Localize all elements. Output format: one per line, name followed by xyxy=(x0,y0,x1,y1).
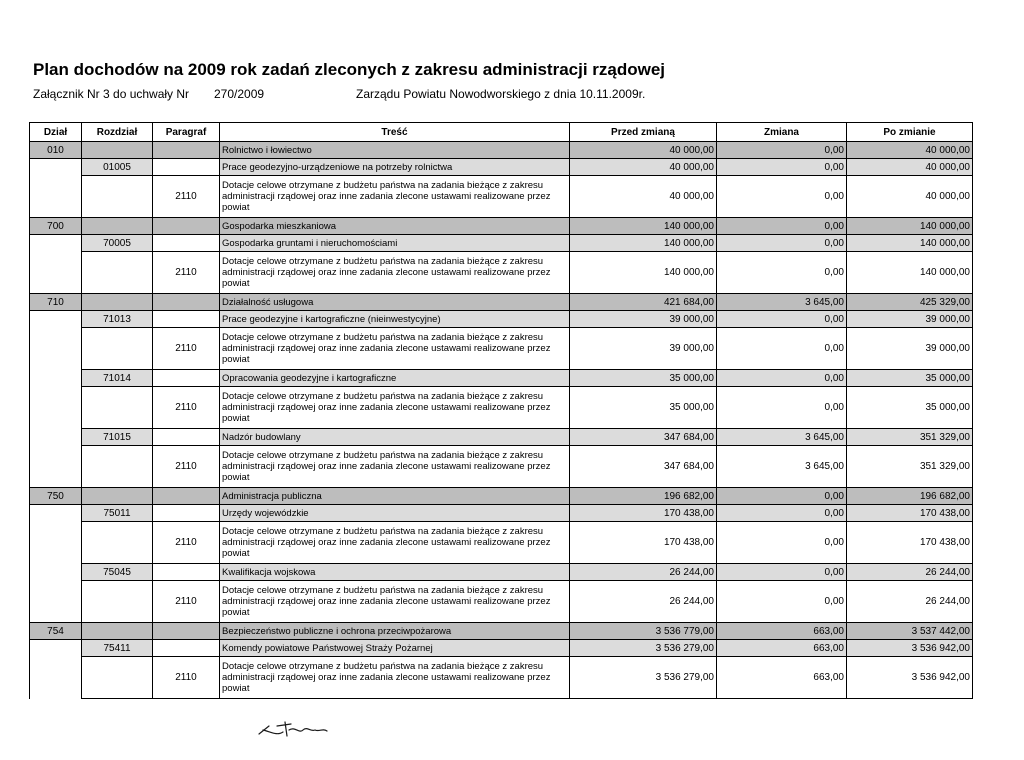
cell-paragraf: 2110 xyxy=(153,252,220,294)
cell-po-zmianie: 196 682,00 xyxy=(847,488,973,505)
cell-przed-zmiana: 26 244,00 xyxy=(570,564,717,581)
cell-tresc: Dotacje celowe otrzymane z budżetu państwa na zadania bieżące z zakresu administracji rządowej oraz inne zadania zlecone ustawami realizowane przez powiat xyxy=(220,328,570,370)
cell-paragraf xyxy=(153,370,220,387)
cell-po-zmianie: 3 536 942,00 xyxy=(847,640,973,657)
cell-rozdzial: 75045 xyxy=(82,564,153,581)
cell-po-zmianie: 351 329,00 xyxy=(847,429,973,446)
section-row xyxy=(30,488,973,505)
cell-paragraf xyxy=(153,311,220,328)
cell-zmiana: 0,00 xyxy=(717,252,847,294)
cell-zmiana: 0,00 xyxy=(717,581,847,623)
cell-zmiana: 3 645,00 xyxy=(717,446,847,488)
header-tresc: Treść xyxy=(220,123,570,142)
cell-dzial: 700 xyxy=(30,218,82,235)
cell-przed-zmiana: 35 000,00 xyxy=(570,387,717,429)
cell-po-zmianie: 35 000,00 xyxy=(847,370,973,387)
cell-rozdzial xyxy=(82,387,153,429)
cell-rozdzial xyxy=(82,446,153,488)
cell-przed-zmiana: 347 684,00 xyxy=(570,429,717,446)
cell-przed-zmiana: 170 438,00 xyxy=(570,522,717,564)
cell-przed-zmiana: 26 244,00 xyxy=(570,581,717,623)
cell-dzial xyxy=(30,446,82,488)
cell-po-zmianie: 40 000,00 xyxy=(847,159,973,176)
cell-dzial xyxy=(30,657,82,699)
cell-dzial xyxy=(30,252,82,294)
cell-zmiana: 663,00 xyxy=(717,623,847,640)
cell-zmiana: 0,00 xyxy=(717,522,847,564)
cell-tresc: Dotacje celowe otrzymane z budżetu państwa na zadania bieżące z zakresu administracji rządowej oraz inne zadania zlecone ustawami realizowane przez powiat xyxy=(220,446,570,488)
cell-dzial xyxy=(30,235,82,252)
cell-dzial: 710 xyxy=(30,294,82,311)
cell-zmiana: 0,00 xyxy=(717,387,847,429)
cell-rozdzial: 75411 xyxy=(82,640,153,657)
cell-po-zmianie: 170 438,00 xyxy=(847,505,973,522)
header-po-zmianie: Po zmianie xyxy=(847,123,973,142)
cell-rozdzial xyxy=(82,252,153,294)
cell-dzial: 750 xyxy=(30,488,82,505)
cell-tresc: Gospodarka mieszkaniowa xyxy=(220,218,570,235)
cell-paragraf xyxy=(153,623,220,640)
header-paragraf: Paragraf xyxy=(153,123,220,142)
cell-dzial xyxy=(30,522,82,564)
cell-rozdzial: 71013 xyxy=(82,311,153,328)
header-przed-zmiana: Przed zmianą xyxy=(570,123,717,142)
section-row xyxy=(30,294,973,311)
cell-po-zmianie: 425 329,00 xyxy=(847,294,973,311)
section-row xyxy=(30,623,973,640)
cell-tresc: Urzędy wojewódzkie xyxy=(220,505,570,522)
cell-zmiana: 0,00 xyxy=(717,564,847,581)
cell-paragraf xyxy=(153,505,220,522)
cell-tresc: Administracja publiczna xyxy=(220,488,570,505)
subsection-row xyxy=(30,235,973,252)
cell-tresc: Bezpieczeństwo publiczne i ochrona przeciwpożarowa xyxy=(220,623,570,640)
cell-rozdzial xyxy=(82,522,153,564)
section-row xyxy=(30,218,973,235)
cell-przed-zmiana: 421 684,00 xyxy=(570,294,717,311)
cell-po-zmianie: 3 537 442,00 xyxy=(847,623,973,640)
cell-tresc: Prace geodezyjno-urządzeniowe na potrzeby rolnictwa xyxy=(220,159,570,176)
cell-zmiana: 3 645,00 xyxy=(717,294,847,311)
header-zmiana: Zmiana xyxy=(717,123,847,142)
cell-po-zmianie: 39 000,00 xyxy=(847,328,973,370)
cell-paragraf xyxy=(153,159,220,176)
cell-tresc: Opracowania geodezyjne i kartograficzne xyxy=(220,370,570,387)
table-header-row xyxy=(30,123,973,142)
cell-przed-zmiana: 39 000,00 xyxy=(570,311,717,328)
cell-rozdzial xyxy=(82,218,153,235)
subsection-row xyxy=(30,159,973,176)
cell-tresc: Działalność usługowa xyxy=(220,294,570,311)
cell-zmiana: 0,00 xyxy=(717,505,847,522)
cell-tresc: Rolnictwo i łowiectwo xyxy=(220,142,570,159)
cell-tresc: Nadzór budowlany xyxy=(220,429,570,446)
cell-tresc: Dotacje celowe otrzymane z budżetu państwa na zadania bieżące z zakresu administracji rządowej oraz inne zadania zlecone ustawami realizowane przez powiat xyxy=(220,657,570,699)
cell-przed-zmiana: 140 000,00 xyxy=(570,218,717,235)
cell-zmiana: 0,00 xyxy=(717,159,847,176)
cell-tresc: Dotacje celowe otrzymane z budżetu państwa na zadania bieżące z zakresu administracji rządowej oraz inne zadania zlecone ustawami realizowane przez powiat xyxy=(220,581,570,623)
subsection-row xyxy=(30,505,973,522)
cell-paragraf: 2110 xyxy=(153,446,220,488)
cell-dzial xyxy=(30,159,82,176)
cell-rozdzial xyxy=(82,176,153,218)
cell-paragraf xyxy=(153,218,220,235)
resolution-number: 270/2009 xyxy=(214,87,265,101)
document-title: Plan dochodów na 2009 rok zadań zleconych z zakresu administracji rządowej xyxy=(33,60,666,79)
cell-paragraf: 2110 xyxy=(153,387,220,429)
cell-zmiana: 0,00 xyxy=(717,176,847,218)
cell-po-zmianie: 3 536 942,00 xyxy=(847,657,973,699)
cell-tresc: Kwalifikacja wojskowa xyxy=(220,564,570,581)
cell-rozdzial xyxy=(82,657,153,699)
cell-przed-zmiana: 39 000,00 xyxy=(570,328,717,370)
cell-rozdzial: 01005 xyxy=(82,159,153,176)
detail-row xyxy=(30,522,973,564)
cell-rozdzial: 70005 xyxy=(82,235,153,252)
cell-dzial: 754 xyxy=(30,623,82,640)
cell-zmiana: 3 645,00 xyxy=(717,429,847,446)
cell-po-zmianie: 39 000,00 xyxy=(847,311,973,328)
cell-zmiana: 0,00 xyxy=(717,370,847,387)
cell-po-zmianie: 140 000,00 xyxy=(847,235,973,252)
cell-przed-zmiana: 35 000,00 xyxy=(570,370,717,387)
cell-paragraf xyxy=(153,564,220,581)
cell-dzial xyxy=(30,311,82,328)
header-dzial: Dział xyxy=(30,123,82,142)
budget-table xyxy=(29,122,973,699)
detail-row xyxy=(30,176,973,218)
cell-paragraf: 2110 xyxy=(153,176,220,218)
budget-table-body xyxy=(30,142,973,699)
cell-przed-zmiana: 3 536 779,00 xyxy=(570,623,717,640)
subsection-row xyxy=(30,429,973,446)
cell-po-zmianie: 35 000,00 xyxy=(847,387,973,429)
cell-paragraf xyxy=(153,235,220,252)
cell-zmiana: 0,00 xyxy=(717,488,847,505)
cell-rozdzial xyxy=(82,623,153,640)
cell-zmiana: 663,00 xyxy=(717,657,847,699)
cell-paragraf xyxy=(153,142,220,159)
cell-dzial xyxy=(30,429,82,446)
cell-przed-zmiana: 170 438,00 xyxy=(570,505,717,522)
cell-dzial xyxy=(30,176,82,218)
cell-rozdzial xyxy=(82,488,153,505)
cell-tresc: Dotacje celowe otrzymane z budżetu państwa na zadania bieżące z zakresu administracji rządowej oraz inne zadania zlecone ustawami realizowane przez powiat xyxy=(220,522,570,564)
cell-paragraf: 2110 xyxy=(153,657,220,699)
cell-po-zmianie: 40 000,00 xyxy=(847,176,973,218)
annex-label: Załącznik Nr 3 do uchwały Nr xyxy=(33,87,190,101)
cell-dzial: 010 xyxy=(30,142,82,159)
cell-paragraf: 2110 xyxy=(153,581,220,623)
cell-paragraf xyxy=(153,294,220,311)
cell-paragraf xyxy=(153,488,220,505)
cell-zmiana: 0,00 xyxy=(717,142,847,159)
cell-paragraf xyxy=(153,640,220,657)
cell-zmiana: 663,00 xyxy=(717,640,847,657)
detail-row xyxy=(30,446,973,488)
cell-po-zmianie: 170 438,00 xyxy=(847,522,973,564)
cell-przed-zmiana: 40 000,00 xyxy=(570,159,717,176)
cell-dzial xyxy=(30,328,82,370)
cell-dzial xyxy=(30,581,82,623)
cell-paragraf: 2110 xyxy=(153,328,220,370)
cell-rozdzial xyxy=(82,294,153,311)
cell-po-zmianie: 26 244,00 xyxy=(847,581,973,623)
subsection-row xyxy=(30,564,973,581)
subsection-row xyxy=(30,640,973,657)
cell-rozdzial: 71015 xyxy=(82,429,153,446)
cell-tresc: Komendy powiatowe Państwowej Straży Pożarnej xyxy=(220,640,570,657)
section-row xyxy=(30,142,973,159)
signature xyxy=(255,712,345,742)
cell-tresc: Dotacje celowe otrzymane z budżetu państwa na zadania bieżące z zakresu administracji rządowej oraz inne zadania zlecone ustawami realizowane przez powiat xyxy=(220,176,570,218)
cell-dzial xyxy=(30,387,82,429)
cell-dzial xyxy=(30,505,82,522)
cell-po-zmianie: 351 329,00 xyxy=(847,446,973,488)
cell-rozdzial xyxy=(82,581,153,623)
cell-zmiana: 0,00 xyxy=(717,311,847,328)
cell-przed-zmiana: 3 536 279,00 xyxy=(570,657,717,699)
cell-rozdzial: 71014 xyxy=(82,370,153,387)
cell-przed-zmiana: 40 000,00 xyxy=(570,176,717,218)
cell-po-zmianie: 40 000,00 xyxy=(847,142,973,159)
cell-dzial xyxy=(30,370,82,387)
detail-row xyxy=(30,657,973,699)
cell-rozdzial xyxy=(82,142,153,159)
cell-dzial xyxy=(30,564,82,581)
cell-przed-zmiana: 3 536 279,00 xyxy=(570,640,717,657)
detail-row xyxy=(30,252,973,294)
cell-paragraf: 2110 xyxy=(153,522,220,564)
cell-tresc: Dotacje celowe otrzymane z budżetu państwa na zadania bieżące z zakresu administracji rządowej oraz inne zadania zlecone ustawami realizowane przez powiat xyxy=(220,387,570,429)
cell-tresc: Dotacje celowe otrzymane z budżetu państwa na zadania bieżące z zakresu administracji rządowej oraz inne zadania zlecone ustawami realizowane przez powiat xyxy=(220,252,570,294)
detail-row xyxy=(30,387,973,429)
cell-paragraf xyxy=(153,429,220,446)
cell-przed-zmiana: 347 684,00 xyxy=(570,446,717,488)
cell-przed-zmiana: 140 000,00 xyxy=(570,235,717,252)
cell-zmiana: 0,00 xyxy=(717,218,847,235)
subsection-row xyxy=(30,370,973,387)
cell-tresc: Prace geodezyjne i kartograficzne (nieinwestycyjne) xyxy=(220,311,570,328)
cell-dzial xyxy=(30,640,82,657)
cell-zmiana: 0,00 xyxy=(717,235,847,252)
cell-przed-zmiana: 196 682,00 xyxy=(570,488,717,505)
issuer-line: Zarządu Powiatu Nowodworskiego z dnia 10.11.2009r. xyxy=(356,87,646,101)
cell-przed-zmiana: 40 000,00 xyxy=(570,142,717,159)
detail-row xyxy=(30,328,973,370)
header-rozdzial: Rozdział xyxy=(82,123,153,142)
cell-przed-zmiana: 140 000,00 xyxy=(570,252,717,294)
cell-zmiana: 0,00 xyxy=(717,328,847,370)
cell-po-zmianie: 140 000,00 xyxy=(847,218,973,235)
subsection-row xyxy=(30,311,973,328)
cell-rozdzial xyxy=(82,328,153,370)
cell-tresc: Gospodarka gruntami i nieruchomościami xyxy=(220,235,570,252)
cell-po-zmianie: 140 000,00 xyxy=(847,252,973,294)
cell-po-zmianie: 26 244,00 xyxy=(847,564,973,581)
detail-row xyxy=(30,581,973,623)
cell-rozdzial: 75011 xyxy=(82,505,153,522)
